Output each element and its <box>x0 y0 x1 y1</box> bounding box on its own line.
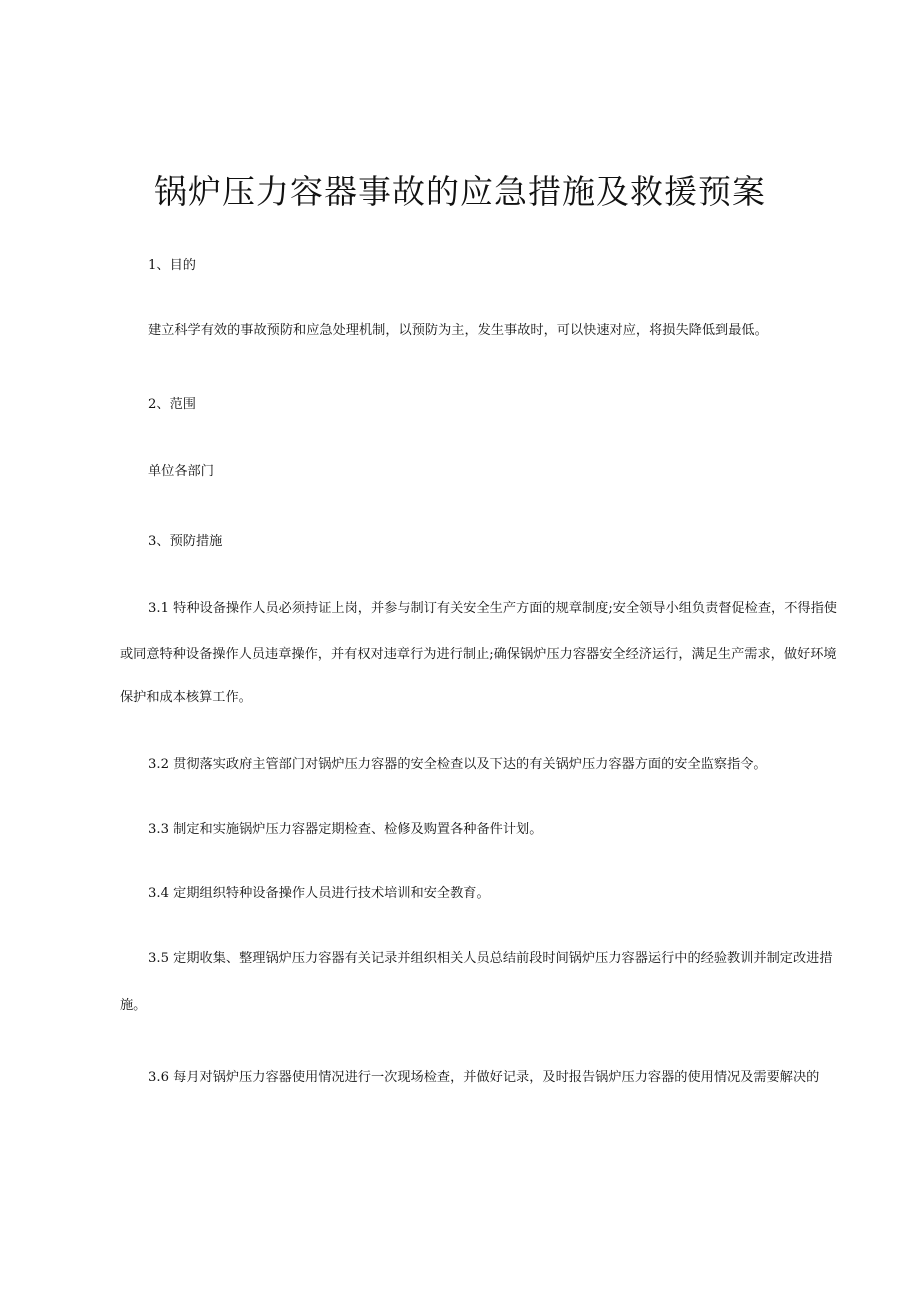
measure-3-3: 3.3 制定和实施锅炉压力容器定期检查、检修及购置各种备件计划。 <box>148 822 543 837</box>
measure-3-1-line-2: 或同意特种设备操作人员违章操作，并有权对违章行为进行制止;确保锅炉压力容器安全经济运行，满足生产需求，做好环境 <box>120 647 837 662</box>
scope-paragraph: 单位各部门 <box>148 464 214 479</box>
section-heading-measures: 3、预防措施 <box>148 534 223 549</box>
measure-3-1-line-3: 保护和成本核算工作。 <box>120 690 252 705</box>
measure-3-1-line-1: 3.1 特种设备操作人员必须持证上岗，并参与制订有关安全生产方面的规章制度;安全领导小组负责督促检查，不得指使 <box>148 601 837 616</box>
section-heading-purpose: 1、目的 <box>148 258 196 273</box>
measure-3-5-line-2: 施。 <box>120 998 147 1013</box>
measure-3-4: 3.4 定期组织特种设备操作人员进行技术培训和安全教育。 <box>148 886 490 901</box>
measure-3-2: 3.2 贯彻落实政府主管部门对锅炉压力容器的安全检查以及下达的有关锅炉压力容器方面的安全监察指令。 <box>148 757 767 772</box>
section-heading-scope: 2、范围 <box>148 397 196 412</box>
purpose-paragraph: 建立科学有效的事故预防和应急处理机制，以预防为主，发生事故时，可以快速对应，将损失降低到最低。 <box>148 323 768 338</box>
measure-3-5-line-1: 3.5 定期收集、整理锅炉压力容器有关记录并组织相关人员总结前段时间锅炉压力容器运行中的经验教训并制定改进措 <box>148 951 833 966</box>
measure-3-6-line-1: 3.6 每月对锅炉压力容器使用情况进行一次现场检查，并做好记录，及时报告锅炉压力容器的使用情况及需要解决的 <box>148 1070 820 1085</box>
document-title: 锅炉压力容器事故的应急措施及救援预案 <box>154 172 766 211</box>
